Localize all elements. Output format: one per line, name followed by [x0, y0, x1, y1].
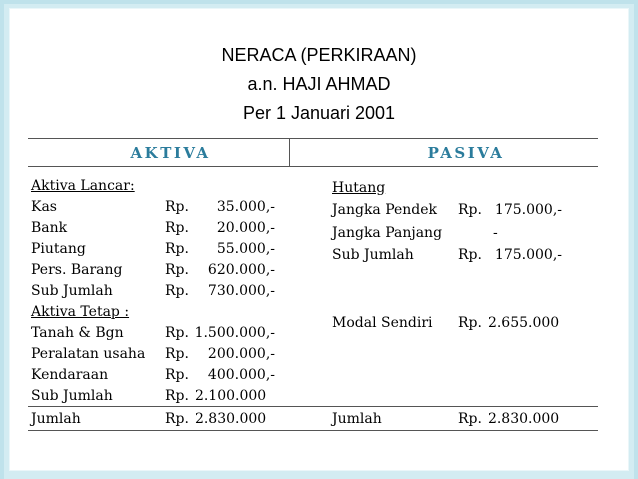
- row-value: [165, 411, 275, 427]
- page-title: NERACA (PERKIRAAN): [221, 45, 417, 65]
- row-label: Tanah & Bgn: [31, 324, 124, 341]
- pasiva-column: [290, 167, 598, 406]
- currency: Rp.: [165, 366, 189, 383]
- row-value: [165, 220, 275, 236]
- aktiva-tetap-subtotal-row: [31, 385, 290, 406]
- aktiva-row-bank: [31, 217, 290, 238]
- aktiva-row-kendaraan: [31, 364, 290, 385]
- aktiva-row-kas: [31, 196, 290, 217]
- aktiva-row-peralatan: [31, 343, 290, 364]
- currency: Rp.: [458, 202, 482, 219]
- aktiva-row-persediaan-barang: [31, 259, 290, 280]
- row-label: Sub Jumlah: [31, 282, 113, 299]
- currency: Rp.: [165, 410, 189, 427]
- aktiva-lancar-heading-row: [31, 175, 290, 196]
- title-owner: a.n. HAJI AHMAD: [247, 74, 391, 94]
- balance-sheet-table: [28, 138, 598, 431]
- pasiva-row-jangka-panjang: [332, 222, 598, 245]
- row-value: [458, 247, 562, 263]
- amount: -: [493, 224, 498, 241]
- pasiva-row-jangka-pendek: [332, 199, 598, 222]
- currency: Rp.: [165, 198, 189, 215]
- currency: Rp.: [165, 219, 189, 236]
- row-label: Sub Jumlah: [31, 387, 113, 404]
- amount: 20.000,-: [216, 219, 275, 236]
- row-value: [458, 411, 562, 427]
- currency: Rp.: [165, 387, 189, 404]
- row-value: [458, 315, 562, 331]
- row-value: [165, 199, 275, 215]
- table-total-row: [28, 407, 598, 431]
- pasiva-hutang-heading-row: [332, 177, 598, 200]
- currency: Rp.: [458, 410, 482, 427]
- aktiva-row-tanah-bangunan: [31, 322, 290, 343]
- row-label: Piutang: [31, 240, 86, 257]
- amount: 175.000,-: [494, 202, 562, 219]
- row-value: [458, 202, 562, 218]
- amount: 2.655.000: [487, 314, 560, 331]
- currency: Rp.: [165, 261, 189, 278]
- row-value: [165, 241, 275, 257]
- row-label: Peralatan usaha: [31, 345, 146, 362]
- row-label: Sub Jumlah: [332, 247, 414, 264]
- aktiva-lancar-heading: Aktiva Lancar:: [31, 177, 135, 194]
- currency: Rp.: [458, 247, 482, 264]
- currency: Rp.: [458, 314, 482, 331]
- amount: 2.830.000: [194, 410, 267, 427]
- aktiva-total: [28, 407, 290, 430]
- row-label: Bank: [31, 219, 68, 236]
- currency: Rp.: [165, 324, 189, 341]
- amount: 55.000,-: [216, 240, 275, 257]
- row-value: [165, 262, 275, 278]
- amount: 620.000,-: [207, 261, 275, 278]
- table-body: [28, 167, 598, 407]
- pasiva-hutang-heading: Hutang: [332, 179, 386, 196]
- aktiva-header: AKTIVA: [28, 139, 290, 166]
- title-date: Per 1 Januari 2001: [242, 103, 396, 123]
- pasiva-total: [290, 407, 598, 430]
- row-value: [458, 225, 562, 241]
- row-value: [165, 325, 275, 341]
- pasiva-row-modal-sendiri: [332, 312, 598, 335]
- currency: Rp.: [165, 240, 189, 257]
- amount: 35.000,-: [216, 198, 275, 215]
- row-label: Pers. Barang: [31, 261, 123, 278]
- aktiva-lancar-subtotal-row: [31, 280, 290, 301]
- amount: 1.500.000,-: [194, 324, 275, 341]
- row-value: [165, 367, 275, 383]
- currency: Rp.: [165, 345, 189, 362]
- row-label: Kendaraan: [31, 366, 109, 383]
- row-label: Jumlah: [332, 410, 382, 427]
- aktiva-tetap-heading-row: [31, 301, 290, 322]
- aktiva-row-piutang: [31, 238, 290, 259]
- row-label: Kas: [31, 198, 57, 215]
- aktiva-tetap-heading: Aktiva Tetap :: [31, 303, 130, 320]
- aktiva-column: [28, 167, 290, 406]
- amount: 2.830.000: [487, 410, 560, 427]
- slide-title: [0, 41, 638, 128]
- slide-frame-top: [0, 0, 638, 4]
- row-value: [165, 346, 275, 362]
- row-value: [165, 388, 275, 404]
- pasiva-header: PASIVA: [427, 143, 505, 162]
- currency: Rp.: [165, 282, 189, 299]
- amount: 2.100.000: [194, 387, 267, 404]
- row-label: Jangka Pendek: [332, 202, 438, 219]
- row-label: Modal Sendiri: [332, 314, 433, 331]
- amount: 200.000,-: [207, 345, 275, 362]
- row-label: Jumlah: [31, 410, 81, 427]
- pasiva-hutang-subtotal-row: [332, 244, 598, 267]
- table-header-row: [28, 138, 598, 167]
- amount: 400.000,-: [207, 366, 275, 383]
- row-value: [165, 283, 275, 299]
- row-label: Jangka Panjang: [332, 224, 443, 241]
- amount: 175.000,-: [494, 247, 562, 264]
- amount: 730.000,-: [207, 282, 275, 299]
